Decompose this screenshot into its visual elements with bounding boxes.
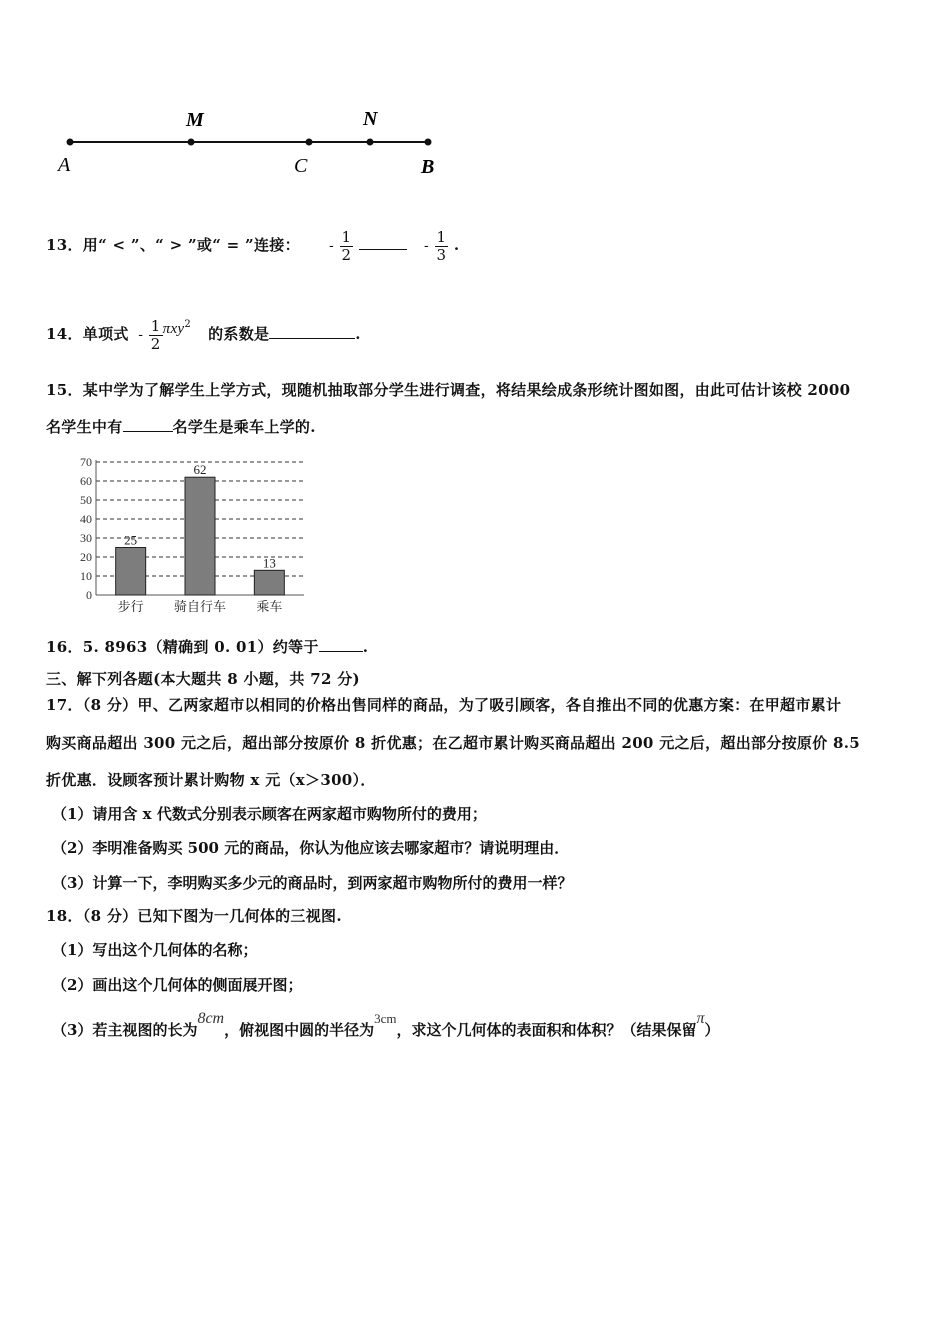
question-18-line1: 18．（8 分）已知下图为一几何体的三视图. [46,907,342,925]
q18-radius: 3cm [374,1011,397,1026]
q13-neg-2: - [423,238,429,254]
y-tick-label: 20 [80,550,92,564]
bar-value-label: 62 [193,462,207,478]
q14-suffix: 的系数是 [208,325,270,343]
q13-end: . [453,236,460,254]
q18-length: 8cm [197,1010,225,1027]
q14-term: πxy [162,321,185,337]
section-3-heading: 三、解下列各题(本大题共 8 小题，共 72 分) [46,670,360,688]
q14-num: 1 [150,316,161,335]
question-17-line2: 购买商品超出 300 元之后，超出部分按原价 8 折优惠；在乙超市累计购买商品超出 200 元之后，超出部分按原价 8.5 [46,734,861,752]
q13-frac2-den: 3 [436,245,447,264]
q13-frac1-den: 2 [341,245,352,264]
q13-neg-1: - [328,238,334,254]
label-m: M [186,109,204,131]
point-b [425,139,432,146]
q16-answer-blank[interactable] [319,637,363,652]
question-17-line3: 折优惠．设顾客预计累计购物 x 元（x＞300）． [46,771,376,789]
q13-frac1-num: 1 [341,227,352,246]
y-tick-label: 70 [80,455,92,469]
q16-text: 16．5. 8963（精确到 0. 01）约等于 [46,638,319,656]
point-a [67,139,74,146]
y-tick-label: 10 [80,569,92,583]
question-17-part1: （1）请用含 x 代数式分别表示顾客在两家超市购物所付的费用； [52,805,487,823]
q14-den: 2 [150,334,161,353]
q14-exponent: 2 [184,319,192,330]
question-15-line2 [46,416,316,437]
question-15-line1: 15．某中学为了解学生上学方式，现随机抽取部分学生进行调查，将结果绘成条形统计图如图，由此可估计该校 2000 [46,381,851,399]
q18-p3-d: ） [704,1021,720,1039]
question-18-part3 [52,1010,720,1040]
category-label: 步行 [117,599,144,614]
q13-frac2-num: 1 [436,227,447,246]
q18-p3-c: ，求这个几何体的表面积和体积？（结果保留 [396,1021,697,1039]
question-17-line1: 17．（8 分）甲、乙两家超市以相同的价格出售同样的商品，为了吸引顾客，各自推出不同的优惠方案：在甲超市累计 [46,696,842,714]
q13-fraction-2 [435,229,449,264]
y-tick-label: 0 [86,588,92,602]
question-18-part1: （1）写出这个几何体的名称； [52,941,258,959]
question-17-part3: （3）计算一下，李明购买多少元的商品时，到两家超市购物所付的费用一样？ [52,874,573,892]
point-c [306,139,313,146]
point-n [367,139,374,146]
q18-p3-a: （3）若主视图的长为 [52,1021,198,1039]
bar-chart [64,452,314,622]
category-label: 骑自行车 [173,599,227,614]
q14-prefix: 14．单项式 [46,325,129,343]
q13-text: 13．用“ < ”、“ > ”或“ = ”连接： [46,236,300,254]
q15-answer-blank[interactable] [123,417,173,432]
question-14 [46,296,361,370]
question-13 [46,210,459,281]
bar-2 [254,570,284,595]
bar-1 [185,477,215,595]
q18-pi: π [696,1010,705,1027]
q13-answer-blank[interactable] [359,235,407,250]
y-tick-label: 40 [80,512,92,526]
q14-neg: - [138,327,144,343]
q14-answer-blank[interactable] [269,324,355,339]
q15-line2-b: 名学生是乘车上学的. [172,418,316,436]
question-16 [46,636,368,657]
label-n: N [363,108,378,130]
q15-line2-a: 名学生中有 [46,418,123,436]
y-tick-label: 30 [80,531,92,545]
bar-value-label: 25 [124,532,138,548]
y-tick-label: 50 [80,493,92,507]
bar-value-label: 13 [262,555,276,571]
label-c: C [294,155,308,177]
line-segment-figure [50,100,450,185]
category-label: 乘车 [256,599,283,614]
question-17-part2: （2）李明准备购买 500 元的商品，你认为他应该去哪家超市？请说明理由． [52,839,570,857]
y-tick-label: 60 [80,474,92,488]
q18-p3-b: ，俯视图中圆的半径为 [224,1021,375,1039]
label-a: A [58,154,71,176]
question-18-part2: （2）画出这个几何体的侧面展开图； [52,976,303,994]
bar-0 [116,548,146,596]
q14-fraction [149,318,163,353]
point-m [188,139,195,146]
label-b: B [421,156,435,178]
q14-end: . [355,325,361,343]
q13-fraction-1 [340,229,354,264]
q16-end: . [362,638,369,656]
